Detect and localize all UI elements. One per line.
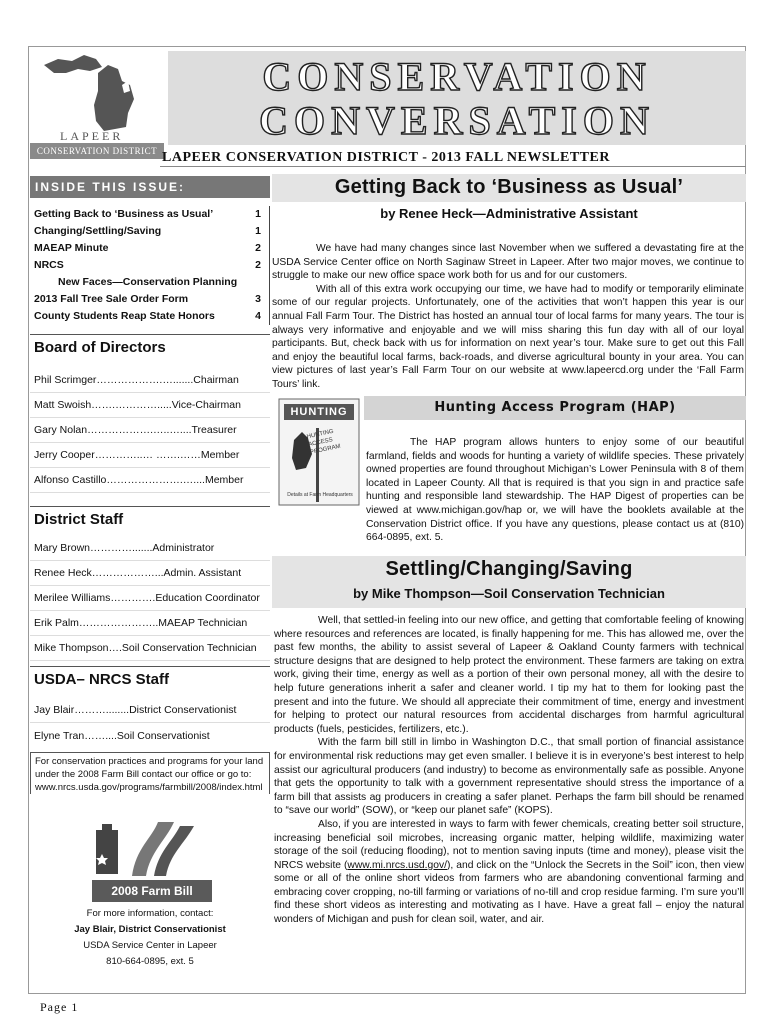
toc-title: Getting Back to ‘Business as Usual’ (34, 208, 214, 220)
staff-list (30, 536, 270, 661)
table-of-contents (30, 206, 270, 325)
article1-paragraph: With all of this extra work occupying our time, we have had to modify or temporarily eliminate some of our regular projects. Unfortunately, one of the activities that won’t happen this year is our annual Fall Farm Tour. The District has hosted an annual tour of local farms for many years. The tour is always very informative and enjoyable and we will miss sharing this fun day with all of our loyal participants. But, check back with us for information on next year’s tour. Make sure to get out this Fall and enjoy the beautiful local farms, back-roads, and diverse agricultural bounty in your area. You can view pictures of last year’s Fall Farm Tour on our website at www.lapeercd.org under the ‘Fall Farm Tours’ link. (272, 283, 744, 390)
article2-title: Settling/Changing/Saving (385, 558, 633, 580)
staff-member: Renee Heck………………...Admin. Assistant (30, 561, 270, 586)
toc-row[interactable] (30, 291, 269, 308)
inside-this-issue-heading: INSIDE THIS ISSUE: (30, 176, 270, 198)
subtitle-rule (160, 166, 746, 167)
staff-heading-text: District Staff (34, 511, 124, 528)
article1-body (272, 242, 744, 392)
toc-row[interactable] (30, 308, 269, 325)
toc-page (247, 274, 269, 291)
article2-paragraph: Well, that settled-in feeling into our new office, and getting that comfortable feeling of knowing where resources and references are located, is finally happening for me. This has allowed me, over the past few months, the ability to assist several of Lapeer & Oakland County farmers with technical structure designs that are designed to help protect the environment. These farmers are taking on extra work, giving their time, energy as well as a portion of their own personal money, all with the desire to help future generations inherit a safer and cleaner world. I tip my hat to them for looking past the present and into the future. We should all appreciate their commitment of time, energy and investment for helping to protect our natural resources from accidental discharges from harmful agricultural products (fuels, pesticides, fertilizers, etc.). (274, 615, 744, 735)
toc-title: New Faces—Conservation Planning (58, 276, 238, 288)
farmbill-block (30, 800, 270, 980)
hap-body (366, 436, 744, 545)
nrcs-website-link[interactable]: www.mi.nrcs.usd.gov/ (347, 859, 447, 871)
toc-row[interactable] (30, 206, 269, 223)
sign-footer: Details at Farm Headquarters (287, 492, 353, 498)
toc-page: 1 (255, 225, 261, 237)
usda-member: Elyne Tran……....Soil Conservationist (34, 730, 210, 742)
toc-row[interactable] (30, 257, 269, 274)
newsletter-title-line1: CONSERVATION (262, 54, 652, 99)
article2-text: Also, if you are interested in ways to farm with fewer chemicals, creating better soil structure, increasing beneficial soil microbes, increasing organic matter, helping wildlife, maximizing water storage of the soil (reducing flooding), not to mention saving inputs (time and money), please visit the NRCS website ( (274, 818, 744, 871)
toc-title: 2013 Fall Tree Sale Order Form (34, 293, 189, 305)
usda-farmbill-note: For conservation practices and programs for your land under the 2008 Farm Bill contact our office or go to: www.nrcs.usda.gov/programs/farmbill/2008/index.html (30, 752, 270, 794)
newsletter-title-line2: CONVERSATION (259, 98, 655, 143)
district-logo (30, 47, 162, 157)
newsletter-subtitle: LAPEER CONSERVATION DISTRICT - 2013 FALL NEWSLETTER (162, 150, 610, 165)
contact-line: USDA Service Center in Lapeer (83, 940, 217, 951)
board-list (30, 368, 270, 493)
board-member: Alfonso Castillo………………….…....Member (30, 468, 270, 493)
toc-row[interactable] (30, 240, 269, 257)
staff-member: Mike Thompson….Soil Conservation Technician (30, 636, 270, 661)
board-member: Jerry Cooper…………..… …….……Member (30, 443, 270, 468)
usda-list (30, 698, 270, 723)
toc-page: 3 (255, 293, 261, 305)
masthead (30, 47, 746, 156)
toc-title: NRCS (34, 259, 64, 271)
toc-page: 4 (255, 310, 261, 322)
usda-heading-text: USDA– NRCS Staff (34, 671, 170, 688)
staff-member: Merilee Williams………….Education Coordinator (30, 586, 270, 611)
toc-row[interactable] (30, 223, 269, 240)
toc-title: Changing/Settling/Saving (34, 225, 162, 237)
hap-heading: Hunting Access Program (HAP) (364, 396, 746, 420)
article1-title: Getting Back to ‘Business as Usual’ (334, 176, 684, 198)
logo-district-text: CONSERVATION DISTRICT (30, 143, 164, 159)
page-number: Page 1 (40, 1000, 79, 1014)
article2-byline: by Mike Thompson—Soil Conservation Technician (353, 586, 665, 601)
hunting-sign-image (278, 398, 360, 508)
toc-page: 1 (255, 208, 261, 220)
article2-text: ), and click on the “Unlock the Secrets in the Soil” icon, then view some or all of the online short videos from farmers who are abandoning conventional farming and embracing cover cropping, no-till farming or variations of no-till and crop residue farming. I’m sure you’ll find these short videos as interesting and motivating as I have. Have a great fall – enjoy the natural wonders of Michigan and push for clean soil, water, and air. (274, 859, 745, 926)
toc-title: MAEAP Minute (34, 242, 109, 254)
hap-paragraph: The HAP program allows hunters to enjoy some of our beautiful farmland, fields and woods for hunting a variety of wildlife species. These privately owned properties are found throughout Michigan’s Lower Peninsula with 8 of them located in Lapeer County. All that is required is that you sign in and practice safe hunting and responsible land stewardship. The HAP Digest of properties can be viewed at www.michigan.gov/hap or, we will have the booklets available at the Conservation District office. If you have any questions, please contact us at (810) 664-0895, ext. 5. (366, 437, 744, 544)
usda-member: Jay Blair………........District Conservationist (30, 698, 270, 723)
sign-title: HUNTING (290, 406, 348, 418)
michigan-map-icon (38, 51, 148, 133)
contact-line: 810-664-0895, ext. 5 (106, 956, 194, 967)
contact-line: For more information, contact: (86, 908, 214, 919)
staff-heading (30, 506, 270, 528)
usda-heading (30, 666, 270, 688)
board-member: Phil Scrimger……………….….......Chairman (30, 368, 270, 393)
board-heading-text: Board of Directors (34, 339, 166, 356)
contact-line: Jay Blair, District Conservationist (74, 924, 226, 935)
article1-byline: by Renee Heck—Administrative Assistant (380, 206, 638, 221)
logo-lapeer-text: LAPEER (60, 129, 124, 143)
toc-page: 2 (255, 259, 261, 271)
article2-paragraph-3 (274, 818, 744, 927)
staff-member: Erik Palm…………………..MAEAP Technician (30, 611, 270, 636)
article2-body (274, 614, 744, 927)
toc-page: 2 (255, 242, 261, 254)
sign-subtitle: HUNTING ACCESS PROGRAM (306, 428, 342, 456)
toc-title: County Students Reap State Honors (34, 310, 215, 322)
board-member: Matt Swoish…….………….....Vice-Chairman (30, 393, 270, 418)
article2-paragraph: With the farm bill still in limbo in Washington D.C., that small portion of financial assistance for environmental risk reductions may get even smaller. I believe it is in everyone’s best interest to help assist our agricultural producers (and industry) to become as environmentally safe as possible. Anyone that gets the opportunity to talk with a government representative should stress the importance of a farm bill that assists ag producers in creating a safer planet. Perhaps the farm bill should be renamed to “save our world” (SOW), or “keep our planet safe” (KOPS). (274, 737, 744, 817)
farm-bill-logo-text: 2008 Farm Bill (111, 884, 193, 898)
board-member: Gary Nolan……………….…..…....Treasurer (30, 418, 270, 443)
staff-member: Mary Brown………….......Administrator (30, 536, 270, 561)
usda-list-2 (30, 724, 270, 749)
article1-paragraph: We have had many changes since last November when we suffered a devastating fire at the USDA Service Center office on North Saginaw Street in Lapeer. After two major moves, we continue to struggle to make our new office space work both for us and for our customers. (272, 243, 744, 282)
toc-row[interactable] (30, 274, 269, 291)
board-heading (30, 334, 270, 356)
